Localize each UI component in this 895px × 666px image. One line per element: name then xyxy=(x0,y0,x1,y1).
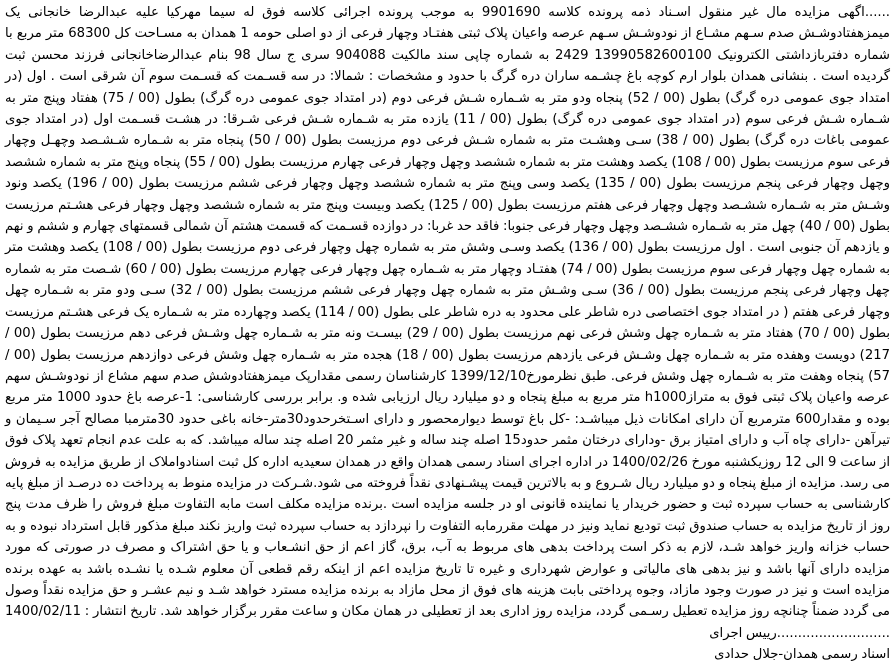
notice-body: ......اگهی مزایده مال غیر منقول اسـناد ذمه پرونده کلاسه 9901690 به موجب پرونده اجرائی کلاسه فوق له سیما مهرکیا علیه عبدالرضا خانجانی یک میمزهفتادوشـش صدم سـهم مشـاع از نودوشـش سـهم عرصه واعیان پلاک ثبتی هفتـاد وچهار فرعی از دو اصلی حومه 1 همدان به مسـاحت کل 68300 متر مربع با شماره دفتربازداشتی الکترونیک 13990582600100 2429 به شماره چاپی سند مالکیت 904088 سری ج سال 98 بنام عبدالرضاخانجانی فرزند محسن ثبت گردیده است . بنشانی همدان بلوار ارم کوچه باغ چشـمه ساران دره گرگ با حدود و مشخصات : شمالا: در سه قسـمت که قسـمت سوم آن شرقی است . اول (در امتداد جوی عمومی دره گرگ) بطول (00 / 52) پنجاه ودو متر به شـماره شـش فرعی دوم (در امتداد جوی عمومی دره گرگ) بطول (00 / 75) هفتاد وپنج متر به شـماره شـش فرعی سوم (در امتداد جوی عمومی دره گرگ) بطول (00 / 11) یازده متر به شـماره شـش فرعی شـرقا: در هشـت قسـمت اول (در امتداد جوی عمومی باغات دره گرگ) بطول (00 / 38) سـی وهشـت متر به شماره شـش فرعی دوم مرزیست بطول (00 / 50) پنجاه متر به شـماره شـشـصد وچهـل وچهار فرعی سوم مرزیست بطول (00 / 108) یکصد وهشت متر به شماره ششصد وچهل وچهار فرعی چهارم مرزیست بطول (00 / 55) پنجاه وپنج متر به شماره ششصد وچهل وچهار فرعی پنجم مرزیست بطول (00 / 135) یکصد وسی وپنج متر به شماره ششصد وچهل وچهار فرعی ششم مرزیست بطول (00 / 196) یکصد ونود وشـش متر به شـماره ششـصد وچهل وچهار فرعی هفتم مرزیست بطول (00 / 125) یکصد وبیست وپنج متر به شماره ششصد وچهل وچهار فرعی هشـتم مرزیست بطول (00 / 40) چهل متر به شـماره ششـصد وچهل وچهار فرعی جنوبا: فاقد حد غربا: در دوازده قسـمت که قسمت هشتم آن شمالی قسمتهای چهارم و ششم و نهم و یازدهم آن جنوبی است . اول مرزیست بطول (00 / 136) یکصد وسـی وشش متر به شماره چهل وچهار فرعی دوم مرزیست بطول (00 / 108) یکصد وهشت متر به شماره چهل وچهار فرعی سوم مرزیست بطول (00 / 74) هفتـاد وچهار متر به شـماره چهل وچهار فرعی چهارم مرزیست بطول (00 / 60) شـصت متر به شماره چهل وچهار فرعی پنجم مرزیست بطول (00 / 36) سـی وشـش متر به شماره چهل وچهار فرعی ششم مرزیست بطول (00 / 32) سـی ودو متر به شـماره چهل وچهار فرعی هفتم ( در امتداد جوی اختصاصی دره شاطر علی محدود به دره شاطر علی بطول (00 / 114) یکصد وچهارده متر به شـماره یک فرعی هشـتم مرزیست بطول (00 / 70) هفتاد متر به شـماره چهل وشش فرعی نهم مرزیست بطول (00 / 29) بیسـت ونه متر به شـماره چهل وشـش فرعی دهم مرزیست بطول (00 / 217) دویست وهفده متر به شـماره چهل وشـش فرعی یازدهم مرزیست بطول (00 / 18) هجده متر به شـماره چهل وشش فرعی دوازدهم مرزیست بطول (00 / 57) پنجاه وهفت متر به شـماره چهل وشش فرعی. طبق نظرمورخ1399/12/10 کارشناسان رسمی مقدارپک میمزهفتادوشش صدم سهم مشاع از نودوشـش سهم عرصه واعیان پلاک ثبتی فوق به مترازh1000 متر مربع به مبلغ پنجاه و دو میلیارد ریال ارزیابی شده و. برابر بررسی کارشناسی: 1-عرصه باغ حدود 1000 متر مربع بوده و مقدار600 مترمربع آن دارای امکانات ذیل میباشـد: -کل باغ توسط دیوارمحصور و دارای اسـتخرحدود30متر-خانه باغی حدود 30مترمبا مصالح آجر سـیمان و تیرآهن -دارای چاه آب و دارای امتیاز برق -ودارای درختان مثمر حدود15 اصله چند ساله و غیر مثمر 20 اصله چند ساله میباشد. که به علت عدم انجام تعهد پلاک فوق از ساعت 9 الی 12 روزیکشنبه مورخ 1400/02/26 در اداره اجرای اسناد رسمی همدان واقع در همدان سعیدیه اداره کل ثبت اسنادواملاک از طریق مزایده به فروش می رسد. مزایده از مبلغ پنجاه و دو میلیارد ریال شـروع و به بالاترین قیمت پیشـنهادی نقداً فروخته می شود.شـرکت در مزایده منوط به پرداخت ده درصـد از مبلغ پایه کارشناسی به حساب سپرده ثبت و حضور خریدار یا نماینده قانونی او در جلسه مزایده است .برنده مزایده مکلف است مابه التفاوت مبلغ فروش را ظرف مدت پنج روز از تاریخ مزایده به حساب صندوق ثبت تودیع نماید ونیز در مهلت مقررمابه التفاوت را نپردازد به حساب سپرده ثبت واریز نکند مبلغ مذکور قابل استرداد نبوده و به حساب خزانه واریز خواهد شـد، لازم به ذکر است پرداخت بدهی های مربوط به آب، برق، گاز اعم از حق انشـعاب و یا حق اشتراک و مصرف در صورتی که مورد مزایده دارای آنها باشد و نیز بدهی های مالیاتی و عوارض شهرداری و غیره تا تاریخ مزایده اعم از اینکه رقم قطعی آن معلوم شـده یا نشـده باشد به عهده برنده مزایده است و نیز در صورت وجود مازاد، وجوه پرداختی بابت هزینه های فوق از محل مازاد به برنده مزایده مسترد خواهد شـد و نیم عشـر و حق مزایده نقداً وصول می گردد ضمناً چنانچه روز مزایده تعطیل رسـمی گردد، مزایده روز اداری بعد از تعطیلی در همان مکان و ساعت مقرر برگزار خواهد شد. تاریخ انتشار : 1400/02/11 ...........................رییس اجرای xyxy=(5,5,891,641)
auction-notice xyxy=(5,2,891,663)
notice-signature: اسناد رسمی همدان-جلال حدادی xyxy=(714,647,890,663)
